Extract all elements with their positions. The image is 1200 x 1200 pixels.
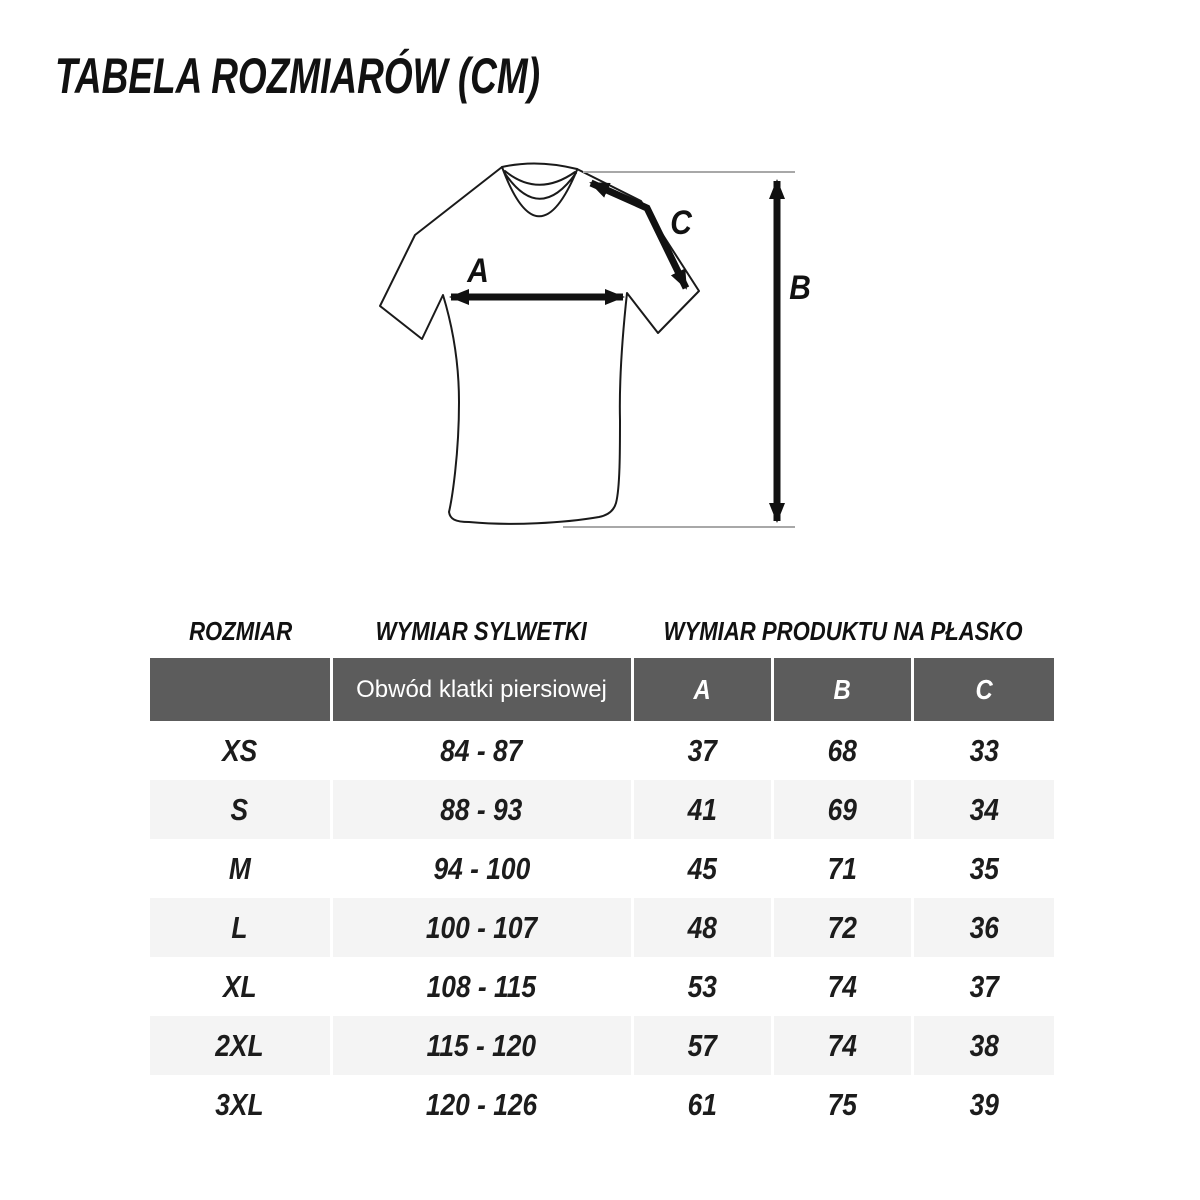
chest-value: 100 - 107 xyxy=(425,909,538,945)
size-label: M xyxy=(228,850,251,886)
a-cell xyxy=(632,780,772,839)
chest-cell xyxy=(331,898,632,957)
header-cell-a-text: A xyxy=(693,673,711,705)
group-header-rozmiar-text: ROZMIAR xyxy=(188,616,293,646)
c-value: 35 xyxy=(969,850,999,886)
a-value: 41 xyxy=(687,791,717,827)
b-value: 74 xyxy=(827,968,857,1004)
c-cell xyxy=(912,721,1054,780)
table-row xyxy=(150,898,1054,957)
a-cell xyxy=(632,721,772,780)
c-cell xyxy=(912,839,1054,898)
b-value: 75 xyxy=(827,1086,857,1122)
c-value: 36 xyxy=(969,909,999,945)
page-title-text: TABELA ROZMIARÓW (CM) xyxy=(55,48,541,104)
size-cell xyxy=(150,957,331,1016)
table-row xyxy=(150,839,1054,898)
c-cell xyxy=(912,780,1054,839)
size-label: L xyxy=(231,909,248,945)
table-row xyxy=(150,721,1054,780)
group-header-wymiar-sylwetki-text: WYMIAR SYLWETKI xyxy=(375,616,588,646)
c-value: 39 xyxy=(969,1086,999,1122)
size-cell xyxy=(150,1075,331,1134)
chest-value: 94 - 100 xyxy=(433,850,530,886)
c-value: 37 xyxy=(969,968,999,1004)
b-cell xyxy=(772,1075,912,1134)
header-cell-b xyxy=(772,658,912,721)
b-cell xyxy=(772,780,912,839)
a-cell xyxy=(632,1075,772,1134)
chest-cell xyxy=(331,957,632,1016)
measurement-label-b: B xyxy=(789,268,811,307)
header-cell-b-text: B xyxy=(833,673,851,705)
a-cell xyxy=(632,839,772,898)
a-cell xyxy=(632,898,772,957)
measurement-label-a: A xyxy=(467,251,489,290)
chest-cell xyxy=(331,1075,632,1134)
b-value: 68 xyxy=(827,732,857,768)
a-value: 53 xyxy=(687,968,717,1004)
table-row xyxy=(150,957,1054,1016)
group-header-wymiar-produktu-text: WYMIAR PRODUKTU NA PŁASKO xyxy=(663,616,1023,646)
chest-value: 88 - 93 xyxy=(440,791,523,827)
a-value: 48 xyxy=(687,909,717,945)
a-value: 45 xyxy=(687,850,717,886)
chest-cell xyxy=(331,1016,632,1075)
size-cell xyxy=(150,839,331,898)
size-cell xyxy=(150,780,331,839)
size-cell xyxy=(150,898,331,957)
c-cell xyxy=(912,957,1054,1016)
a-cell xyxy=(632,957,772,1016)
size-label: 2XL xyxy=(215,1027,264,1063)
header-cell-c xyxy=(912,658,1054,721)
b-value: 71 xyxy=(827,850,857,886)
b-value: 69 xyxy=(827,791,857,827)
group-header-wymiar-produktu xyxy=(632,615,1054,647)
header-cell-empty xyxy=(150,658,331,721)
size-label: XS xyxy=(222,732,258,768)
b-cell xyxy=(772,898,912,957)
size-label: XL xyxy=(222,968,257,1004)
header-cell-chest-text: Obwód klatki piersiowej xyxy=(356,675,607,703)
header-cell-c-text: C xyxy=(975,673,993,705)
c-value: 34 xyxy=(969,791,999,827)
b-value: 74 xyxy=(827,1027,857,1063)
size-label: 3XL xyxy=(215,1086,264,1122)
c-value: 33 xyxy=(969,732,999,768)
size-label: S xyxy=(230,791,249,827)
measurement-label-c: C xyxy=(670,203,692,242)
b-cell xyxy=(772,839,912,898)
group-header-rozmiar xyxy=(150,615,331,647)
size-chart-table xyxy=(150,658,1054,1134)
header-cell-chest xyxy=(331,658,632,721)
c-cell xyxy=(912,1075,1054,1134)
chest-cell xyxy=(331,721,632,780)
a-value: 61 xyxy=(687,1086,717,1122)
table-row xyxy=(150,1075,1054,1134)
b-cell xyxy=(772,721,912,780)
size-cell xyxy=(150,1016,331,1075)
c-cell xyxy=(912,898,1054,957)
table-header-row xyxy=(150,658,1054,721)
a-value: 57 xyxy=(687,1027,717,1063)
b-value: 72 xyxy=(827,909,857,945)
chest-value: 84 - 87 xyxy=(440,732,523,768)
group-header-wymiar-sylwetki xyxy=(331,615,632,647)
chest-value: 120 - 126 xyxy=(425,1086,538,1122)
c-value: 38 xyxy=(969,1027,999,1063)
b-cell xyxy=(772,1016,912,1075)
chest-value: 115 - 120 xyxy=(426,1027,537,1063)
chest-value: 108 - 115 xyxy=(426,968,537,1004)
chest-cell xyxy=(331,839,632,898)
header-cell-a xyxy=(632,658,772,721)
size-cell xyxy=(150,721,331,780)
b-cell xyxy=(772,957,912,1016)
table-row xyxy=(150,780,1054,839)
a-value: 37 xyxy=(687,732,717,768)
a-cell xyxy=(632,1016,772,1075)
table-row xyxy=(150,1016,1054,1075)
chest-cell xyxy=(331,780,632,839)
c-cell xyxy=(912,1016,1054,1075)
